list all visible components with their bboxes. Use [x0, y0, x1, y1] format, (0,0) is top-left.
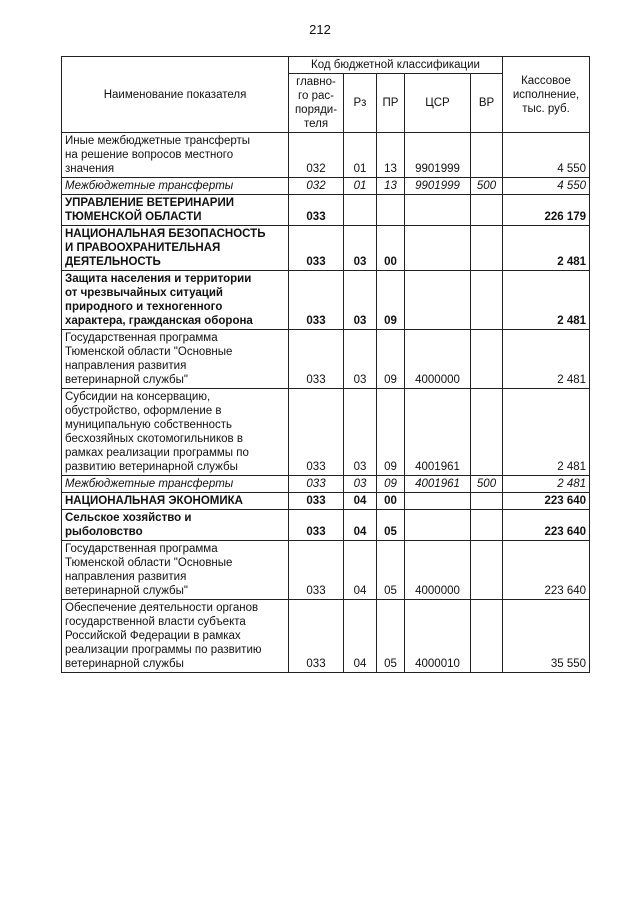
rz-code: 03: [344, 389, 377, 476]
indicator-name-line: УПРАВЛЕНИЕ ВЕТЕРИНАРИИ: [65, 197, 234, 209]
header-grbs-line: поряди-: [294, 104, 338, 116]
indicator-name-line: развитию ветеринарной службы: [65, 461, 238, 473]
indicator-name-line: Российской Федерации в рамках: [65, 630, 241, 642]
rz-code: [344, 195, 377, 226]
csr-code: [405, 226, 471, 271]
csr-code: 4000000: [405, 330, 471, 389]
table-row: [62, 493, 590, 510]
indicator-name-line: И ПРАВООХРАНИТЕЛЬНАЯ: [65, 242, 221, 254]
indicator-name-line: от чрезвычайных ситуаций: [65, 287, 224, 299]
indicator-name-line: рамках реализации программы по: [65, 447, 249, 459]
table-header: [62, 57, 590, 133]
cash-amount: 2 481: [503, 271, 590, 330]
rz-code: 04: [344, 510, 377, 541]
indicator-name-line: Тюменской области "Основные: [65, 557, 233, 569]
indicator-name-line: Тюменской области "Основные: [65, 346, 233, 358]
vr-code: [471, 541, 503, 600]
grbs-code: 033: [289, 493, 344, 510]
header-exec-line: Кассовое: [521, 74, 571, 87]
table-row: [62, 133, 590, 178]
table-body: [62, 133, 590, 673]
grbs-code: 032: [289, 133, 344, 178]
header-grbs: [289, 74, 344, 133]
pr-code: 09: [377, 330, 405, 389]
vr-code: [471, 389, 503, 476]
indicator-name-line: государственной власти субъекта: [65, 616, 246, 628]
indicator-name: [62, 133, 289, 178]
indicator-name-line: обустройство, оформление в: [65, 405, 222, 417]
vr-code: 500: [471, 476, 503, 493]
vr-code: [471, 510, 503, 541]
indicator-name-line: бесхозяйных скотомогильников в: [65, 433, 243, 445]
indicator-name-line: Государственная программа: [65, 543, 218, 555]
indicator-name: [62, 541, 289, 600]
indicator-name-line: Межбюджетные трансферты: [65, 180, 234, 192]
indicator-name-line: направления развития: [65, 571, 187, 583]
header-grbs-line: теля: [303, 118, 329, 130]
indicator-name-line: Субсидии на консервацию,: [65, 391, 211, 403]
csr-code: [405, 195, 471, 226]
rz-code: 03: [344, 271, 377, 330]
grbs-code: 033: [289, 476, 344, 493]
cash-amount: 4 550: [503, 133, 590, 178]
indicator-name-line: ветеринарной службы": [65, 374, 188, 386]
pr-code: 09: [377, 271, 405, 330]
header-grbs-line: го рас-: [298, 90, 334, 102]
pr-code: 13: [377, 178, 405, 195]
rz-code: 03: [344, 476, 377, 493]
csr-code: 4000010: [405, 600, 471, 673]
header-exec-line: исполнение,: [512, 88, 580, 101]
cash-amount: 2 481: [503, 330, 590, 389]
vr-code: [471, 226, 503, 271]
csr-code: [405, 493, 471, 510]
table-row: [62, 476, 590, 493]
header-csr: ЦСР: [405, 74, 471, 133]
vr-code: [471, 600, 503, 673]
grbs-code: 033: [289, 510, 344, 541]
rz-code: 04: [344, 541, 377, 600]
indicator-name: [62, 178, 289, 195]
pr-code: 00: [377, 493, 405, 510]
indicator-name-line: ДЕЯТЕЛЬНОСТЬ: [65, 256, 161, 268]
header-name: Наименование показателя: [62, 57, 289, 133]
grbs-code: 033: [289, 389, 344, 476]
pr-code: [377, 195, 405, 226]
grbs-code: 032: [289, 178, 344, 195]
cash-amount: 223 640: [503, 541, 590, 600]
pr-code: 05: [377, 541, 405, 600]
table-row: [62, 389, 590, 476]
indicator-name: [62, 493, 289, 510]
grbs-code: 033: [289, 226, 344, 271]
pr-code: 09: [377, 476, 405, 493]
rz-code: 03: [344, 226, 377, 271]
header-rz: Рз: [344, 74, 377, 133]
indicator-name: [62, 195, 289, 226]
indicator-name-line: ветеринарной службы": [65, 585, 188, 597]
cash-amount: 4 550: [503, 178, 590, 195]
pr-code: 00: [377, 226, 405, 271]
table-row: [62, 330, 590, 389]
cash-amount: 2 481: [503, 476, 590, 493]
indicator-name-line: характера, гражданская оборона: [65, 315, 253, 327]
indicator-name-line: реализации программы по развитию: [65, 644, 262, 656]
header-exec-line: тыс. руб.: [522, 102, 570, 115]
table-row: [62, 226, 590, 271]
indicator-name-line: НАЦИОНАЛЬНАЯ ЭКОНОМИКА: [65, 495, 243, 507]
csr-code: 9901999: [405, 178, 471, 195]
indicator-name-line: НАЦИОНАЛЬНАЯ БЕЗОПАСНОСТЬ: [65, 228, 266, 240]
indicator-name: [62, 600, 289, 673]
rz-code: 01: [344, 178, 377, 195]
indicator-name: [62, 476, 289, 493]
vr-code: [471, 493, 503, 510]
pr-code: 05: [377, 510, 405, 541]
csr-code: [405, 271, 471, 330]
header-budget-code-group: Код бюджетной классификации: [289, 57, 503, 74]
vr-code: [471, 133, 503, 178]
grbs-code: 033: [289, 195, 344, 226]
pr-code: 13: [377, 133, 405, 178]
rz-code: 04: [344, 493, 377, 510]
header-cash-execution: [503, 57, 590, 133]
indicator-name-line: Сельское хозяйство и: [65, 512, 192, 524]
indicator-name-line: направления развития: [65, 360, 187, 372]
cash-amount: 226 179: [503, 195, 590, 226]
budget-table: [61, 56, 590, 673]
table-row: [62, 600, 590, 673]
indicator-name: [62, 510, 289, 541]
table-row: [62, 271, 590, 330]
indicator-name: [62, 330, 289, 389]
indicator-name-line: ветеринарной службы: [65, 658, 184, 670]
header-grbs-line: главно-: [296, 76, 336, 88]
indicator-name: [62, 226, 289, 271]
indicator-name-line: рыболовство: [65, 526, 143, 538]
cash-amount: 35 550: [503, 600, 590, 673]
cash-amount: 223 640: [503, 493, 590, 510]
indicator-name-line: на решение вопросов местного: [65, 149, 234, 161]
table-row: [62, 195, 590, 226]
indicator-name: [62, 389, 289, 476]
indicator-name-line: значения: [65, 163, 115, 175]
vr-code: [471, 271, 503, 330]
pr-code: 09: [377, 389, 405, 476]
rz-code: 04: [344, 600, 377, 673]
indicator-name-line: ТЮМЕНСКОЙ ОБЛАСТИ: [65, 211, 202, 223]
indicator-name: [62, 271, 289, 330]
cash-amount: 2 481: [503, 226, 590, 271]
grbs-code: 033: [289, 541, 344, 600]
grbs-code: 033: [289, 271, 344, 330]
table-row: [62, 541, 590, 600]
grbs-code: 033: [289, 330, 344, 389]
grbs-code: 033: [289, 600, 344, 673]
indicator-name-line: Государственная программа: [65, 332, 218, 344]
csr-code: [405, 510, 471, 541]
pr-code: 05: [377, 600, 405, 673]
page-number: 212: [309, 22, 331, 37]
indicator-name-line: Защита населения и территории: [65, 273, 252, 285]
table-row: [62, 510, 590, 541]
cash-amount: 223 640: [503, 510, 590, 541]
indicator-name-line: муниципальную собственность: [65, 419, 233, 431]
csr-code: 9901999: [405, 133, 471, 178]
indicator-name-line: Обеспечение деятельности органов: [65, 602, 259, 614]
vr-code: [471, 330, 503, 389]
rz-code: 01: [344, 133, 377, 178]
csr-code: 4001961: [405, 476, 471, 493]
indicator-name-line: Межбюджетные трансферты: [65, 478, 234, 490]
csr-code: 4000000: [405, 541, 471, 600]
csr-code: 4001961: [405, 389, 471, 476]
table-row: [62, 178, 590, 195]
indicator-name-line: природного и техногенного: [65, 301, 223, 313]
header-pr: ПР: [377, 74, 405, 133]
header-vr: ВР: [471, 74, 503, 133]
indicator-name-line: Иные межбюджетные трансферты: [65, 135, 251, 147]
vr-code: 500: [471, 178, 503, 195]
vr-code: [471, 195, 503, 226]
rz-code: 03: [344, 330, 377, 389]
cash-amount: 2 481: [503, 389, 590, 476]
